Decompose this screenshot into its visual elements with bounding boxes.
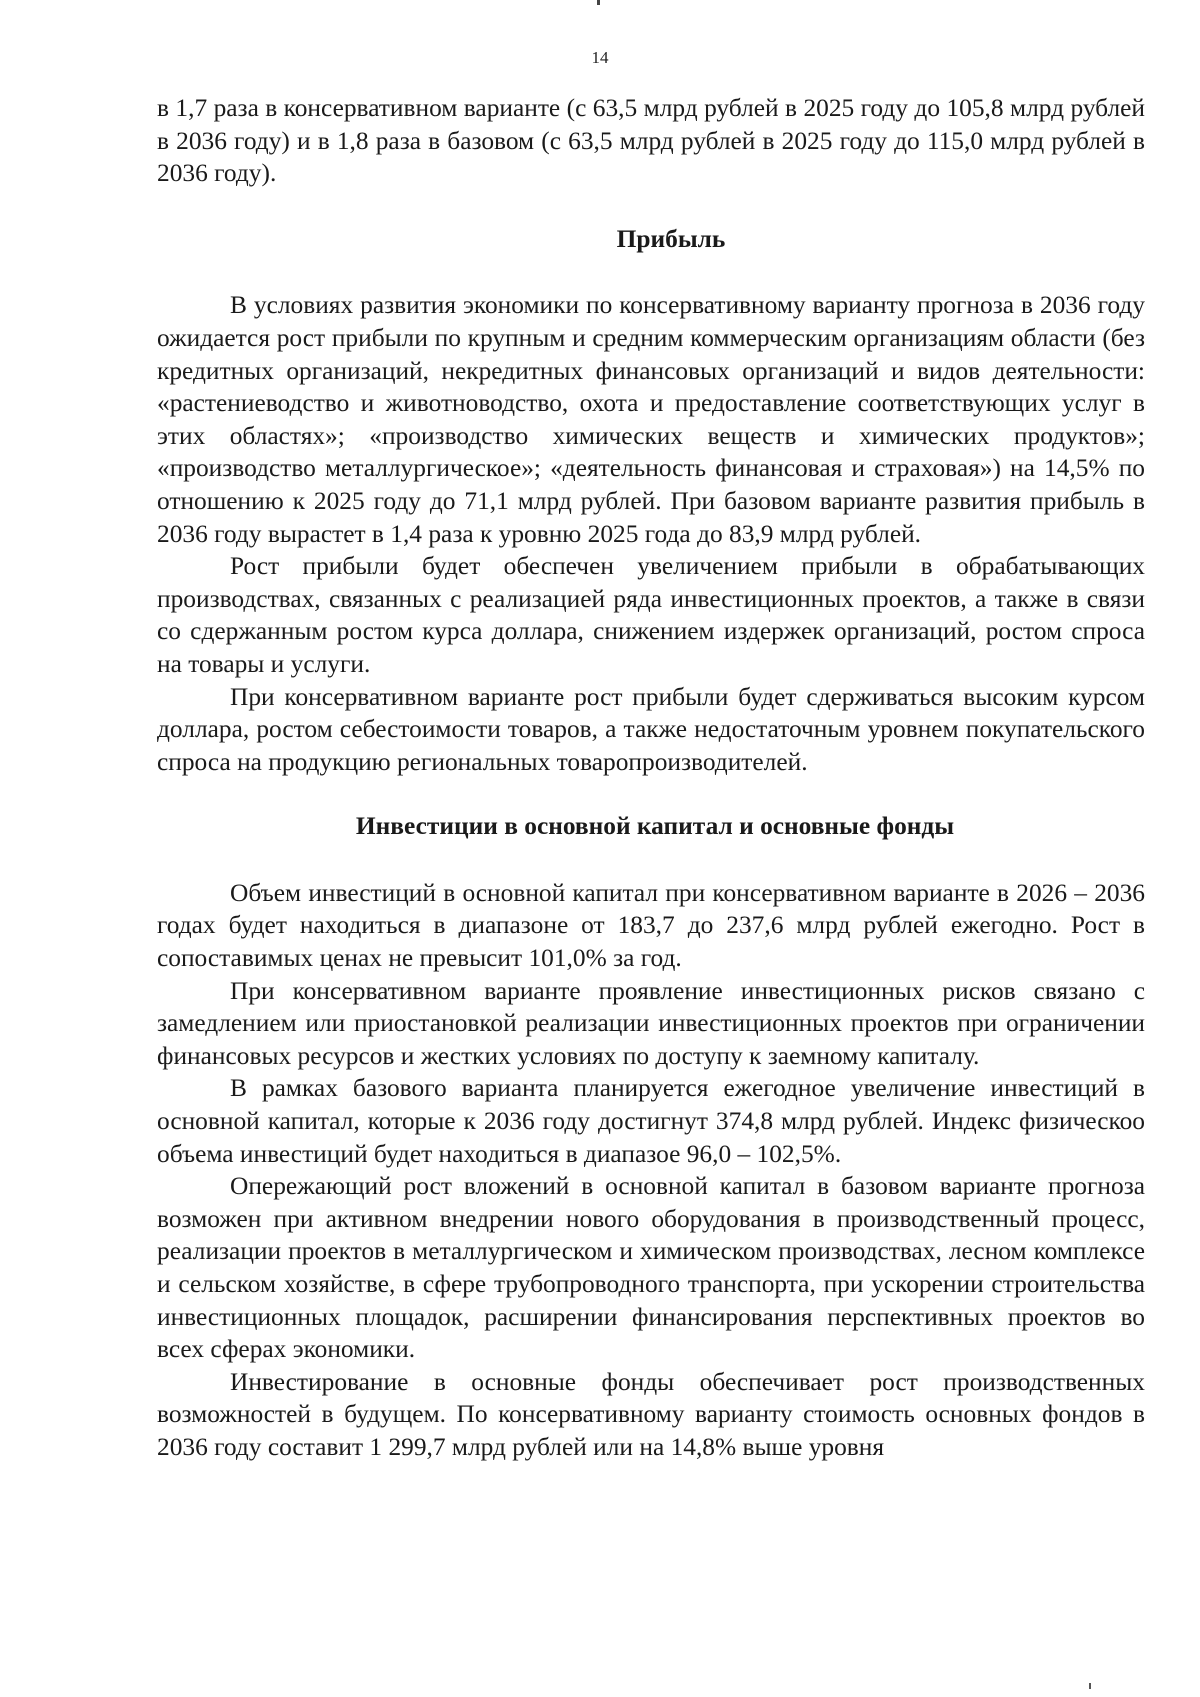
section-heading-investments: Инвестиции в основной капитал и основные фонды: [355, 812, 955, 841]
paragraph-profit-growth-drivers: Рост прибыли будет обеспечен увеличением прибыли в обрабатывающих производствах, связанных с реализацией ряда инвестиционных проектов, а также в связи со сдержанным ростом курса доллара, снижением издержек организаций, ростом спроса на товары и услуги.: [157, 552, 1145, 678]
paragraph-investment-base-variant: В рамках базового варианта планируется ежегодное увеличение инвестиций в основной капитал, которые к 2036 году достигнут 374,8 млрд рублей. Индекс физическоо объема инвестиций будет находиться в диапазое 96,0 – 102,5%.: [157, 1074, 1145, 1168]
paragraph-profit-forecast: В условиях развития экономики по консервативному варианту прогноза в 2036 году ожидается рост прибыли по крупным и средним коммерческим организациям области (без кредитных организаций, некредитных финансовых организаций и видов деятельности: «растениеводство и животноводство, охота и предоставление соответствующих услуг в этих областях»; «производство химических веществ и химических продуктов»; «производство металлургическое»; «деятельность финансовая и страховая») на 14,5% по отношению к 2025 году до 71,1 млрд рублей. При базовом варианте развития прибыль в 2036 году вырастет в 1,4 раза к уровню 2025 года до 83,9 млрд рублей.: [157, 291, 1145, 548]
scan-mark-bottom: [1089, 1683, 1091, 1689]
page-number: 14: [591, 48, 609, 67]
document-body: [157, 92, 1145, 1464]
paragraph-investment-advanced-growth: Опережающий рост вложений в основной капитал в базовом варианте прогноза возможен при активном внедрении нового оборудования в производственный процесс, реализации проектов в металлургическом и химическом производствах, лесном комплексе и сельском хозяйстве, в сфере трубопроводного транспорта, при ускорении строительства инвестиционных площадок, расширении финансирования перспективных проектов во всех сферах экономики.: [157, 1172, 1145, 1364]
paragraph-fixed-assets: Инвестирование в основные фонды обеспечивает рост производственных возможностей в будущем. По консервативному варианту стоимость основных фондов в 2036 году составит 1 299,7 млрд рублей или на 14,8% выше уровня: [157, 1367, 1145, 1461]
paragraph-continuation: в 1,7 раза в консервативном варианте (с 63,5 млрд рублей в 2025 году до 105,8 млрд рублей в 2036 году) и в 1,8 раза в базовом (с 63,5 млрд рублей в 2025 году до 115,0 млрд рублей в 2036 году).: [157, 94, 1145, 188]
paragraph-investment-volume: Объем инвестиций в основной капитал при консервативном варианте в 2026 – 2036 годах будет находиться в диапазоне от 183,7 до 237,6 млрд рублей ежегодно. Рост в сопоставимых ценах не превысит 101,0% за год.: [157, 878, 1145, 973]
section-heading-profit: Прибыль: [616, 224, 726, 253]
paragraph-profit-constraints: При консервативном варианте рост прибыли будет сдерживаться высоким курсом доллара, ростом себестоимости товаров, а также недостаточным уровнем покупательского спроса на продукцию региональных товаропроизводителей.: [157, 682, 1145, 776]
scan-mark-top: [597, 0, 600, 5]
paragraph-investment-risks: При консервативном варианте проявление инвестиционных рисков связано с замедлением или приостановкой реализации инвестиционных проектов при ограничении финансовых ресурсов и жестких условиях по доступу к заемному капиталу.: [157, 976, 1145, 1070]
